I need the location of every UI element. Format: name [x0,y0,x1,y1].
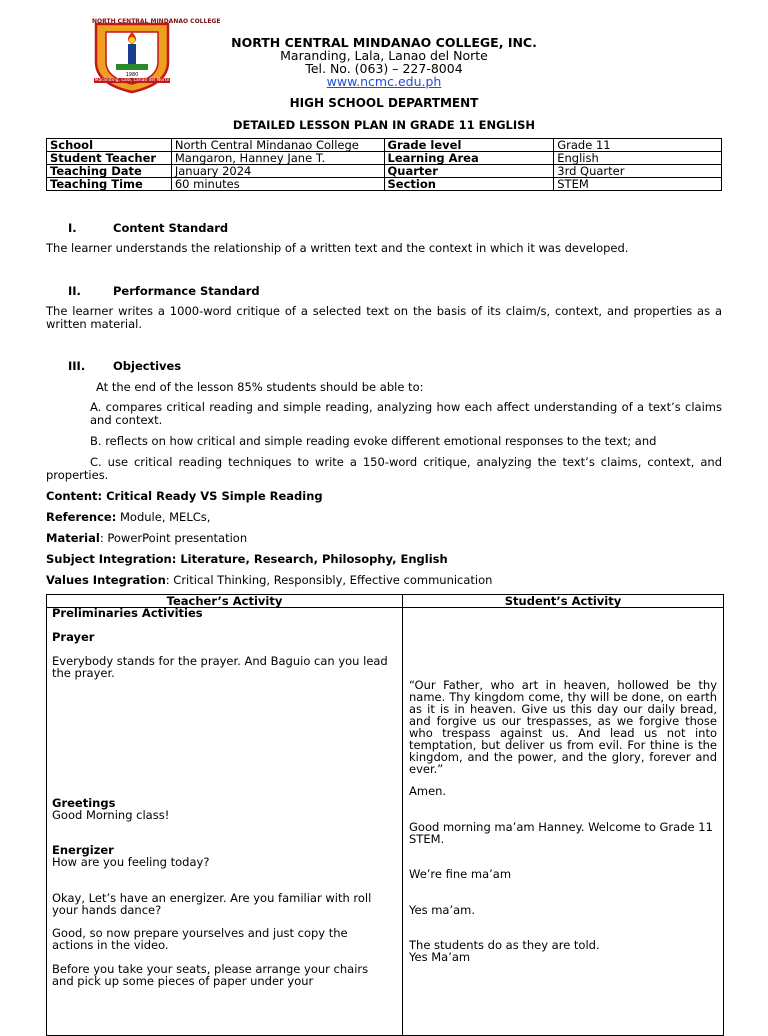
school-value: North Central Mindanao College [171,139,384,152]
section-1-number: I. [68,221,77,235]
values-line [46,573,492,587]
grade-value: Grade 11 [554,139,722,152]
content-standard-text: The learner understands the relationship of a written text and the context in which it was developed. [46,241,629,255]
lesson-plan-title: DETAILED LESSON PLAN IN GRADE 11 ENGLISH [232,118,536,132]
website-link[interactable]: www.ncmc.edu.ph [326,74,442,89]
copy-student-text-2: Yes Ma’am [409,950,471,964]
feeling-teacher-text: How are you feeling today? [52,855,210,869]
school-phone: Tel. No. (063) – 227-8004 [305,61,463,76]
area-value: English [554,152,722,165]
student-activity-header: Student’s Activity [504,594,622,608]
column-divider [402,595,403,1035]
content-line: Content: Critical Ready VS Simple Reading [46,489,323,503]
logo-year: 1980 [125,72,139,78]
time-label: Teaching Time [47,178,172,191]
amen-text: Amen. [409,784,447,798]
material-line [46,531,247,545]
section-value: STEM [554,178,722,191]
teacher-activity-header: Teacher’s Activity [166,594,283,608]
preliminaries-title: Preliminaries Activities [52,606,203,620]
area-label: Learning Area [384,152,554,165]
seats-teacher-text: Before you take your seats, please arrange your chairs and pick up some pieces of paper under your [52,962,369,988]
prayer-title: Prayer [52,630,95,644]
teacher-label: Student Teacher [47,152,172,165]
greetings-teacher-text: Good Morning class! [52,808,170,822]
prayer-teacher-text: Everybody stands for the prayer. And Baguio can you lead the prayer. [52,654,388,680]
info-row-teacher [47,152,722,165]
energizer-title: Energizer [52,843,114,857]
copy-student-text-1: The students do as they are told. [409,938,600,952]
logo-text-bottom: Maranding, Lala, Lanao del Norte [94,78,170,83]
objectives-intro: At the end of the lesson 85% students should be able to: [96,380,424,394]
section-3-title: Objectives [113,359,182,373]
school-address: Maranding, Lala, Lanao del Norte [280,48,488,63]
quarter-label: Quarter [384,165,554,178]
info-row-time [47,178,722,191]
dance-teacher-text: Okay, Let’s have an energizer. Are you familiar with roll your hands dance? [52,891,372,917]
objective-c: C. use critical reading techniques to write a 150-word critique, analyzing the text’s claims, context, and properties. [46,455,722,482]
grade-label: Grade level [384,139,554,152]
material-label: Material [46,531,100,545]
info-row-school [47,139,722,152]
school-name: NORTH CENTRAL MINDANAO COLLEGE, INC. [231,35,537,50]
teacher-value: Mangaron, Hanney Jane T. [171,152,384,165]
prayer-student-text: “Our Father, who art in heaven, hollowed be thy name. Thy kingdom come, thy will be done, on earth as it is in heaven. Give us this day our daily bread, and forgive us our trespasses, as we forgive those who trespass against us. And lead us not into temptation, but deliver us from evil. For thine is the kingdom, and the power, and the glory, forever and ever.” [409,678,717,776]
feeling-student-text: We’re fine ma’am [409,867,512,881]
values-label: Values Integration [46,573,166,587]
greetings-title: Greetings [52,796,116,810]
values-value: : Critical Thinking, Responsibly, Effective communication [165,573,493,587]
section-3-number: III. [68,359,86,373]
reference-value: Module, MELCs, [116,510,211,524]
greetings-student-text: Good morning ma’am Hanney. Welcome to Grade 11 STEM. [409,820,713,846]
reference-line [46,510,210,524]
date-value: January 2024 [171,165,384,178]
copy-teacher-text: Good, so now prepare yourselves and just copy the actions in the video. [52,926,348,952]
time-value: 60 minutes [171,178,384,191]
section-2-title: Performance Standard [113,284,260,298]
subject-integration-line: Subject Integration: Literature, Research, Philosophy, English [46,552,448,566]
section-2-number: II. [68,284,81,298]
dance-student-text: Yes ma’am. [409,903,476,917]
website-wrap [0,74,768,89]
info-row-date [47,165,722,178]
activity-table [46,594,724,1036]
quarter-value: 3rd Quarter [554,165,722,178]
department-title: HIGH SCHOOL DEPARTMENT [289,96,479,110]
section-1-title: Content Standard [113,221,229,235]
info-table [46,138,722,191]
section-label: Section [384,178,554,191]
performance-standard-text: The learner writes a 1000-word critique of a selected text on the basis of its claim/s, context, and properties as a written material. [46,304,722,331]
school-label: School [47,139,172,152]
material-value: : PowerPoint presentation [99,531,248,545]
reference-label: Reference: [46,510,117,524]
objective-b: B. reflects on how critical and simple reading evoke different emotional responses to the text; and [90,434,657,448]
logo-text-top: NORTH CENTRAL MINDANAO COLLEGE [92,18,221,25]
objective-a: A. compares critical reading and simple reading, analyzing how each affect understanding of a text’s claims and context. [90,400,722,427]
date-label: Teaching Date [47,165,172,178]
